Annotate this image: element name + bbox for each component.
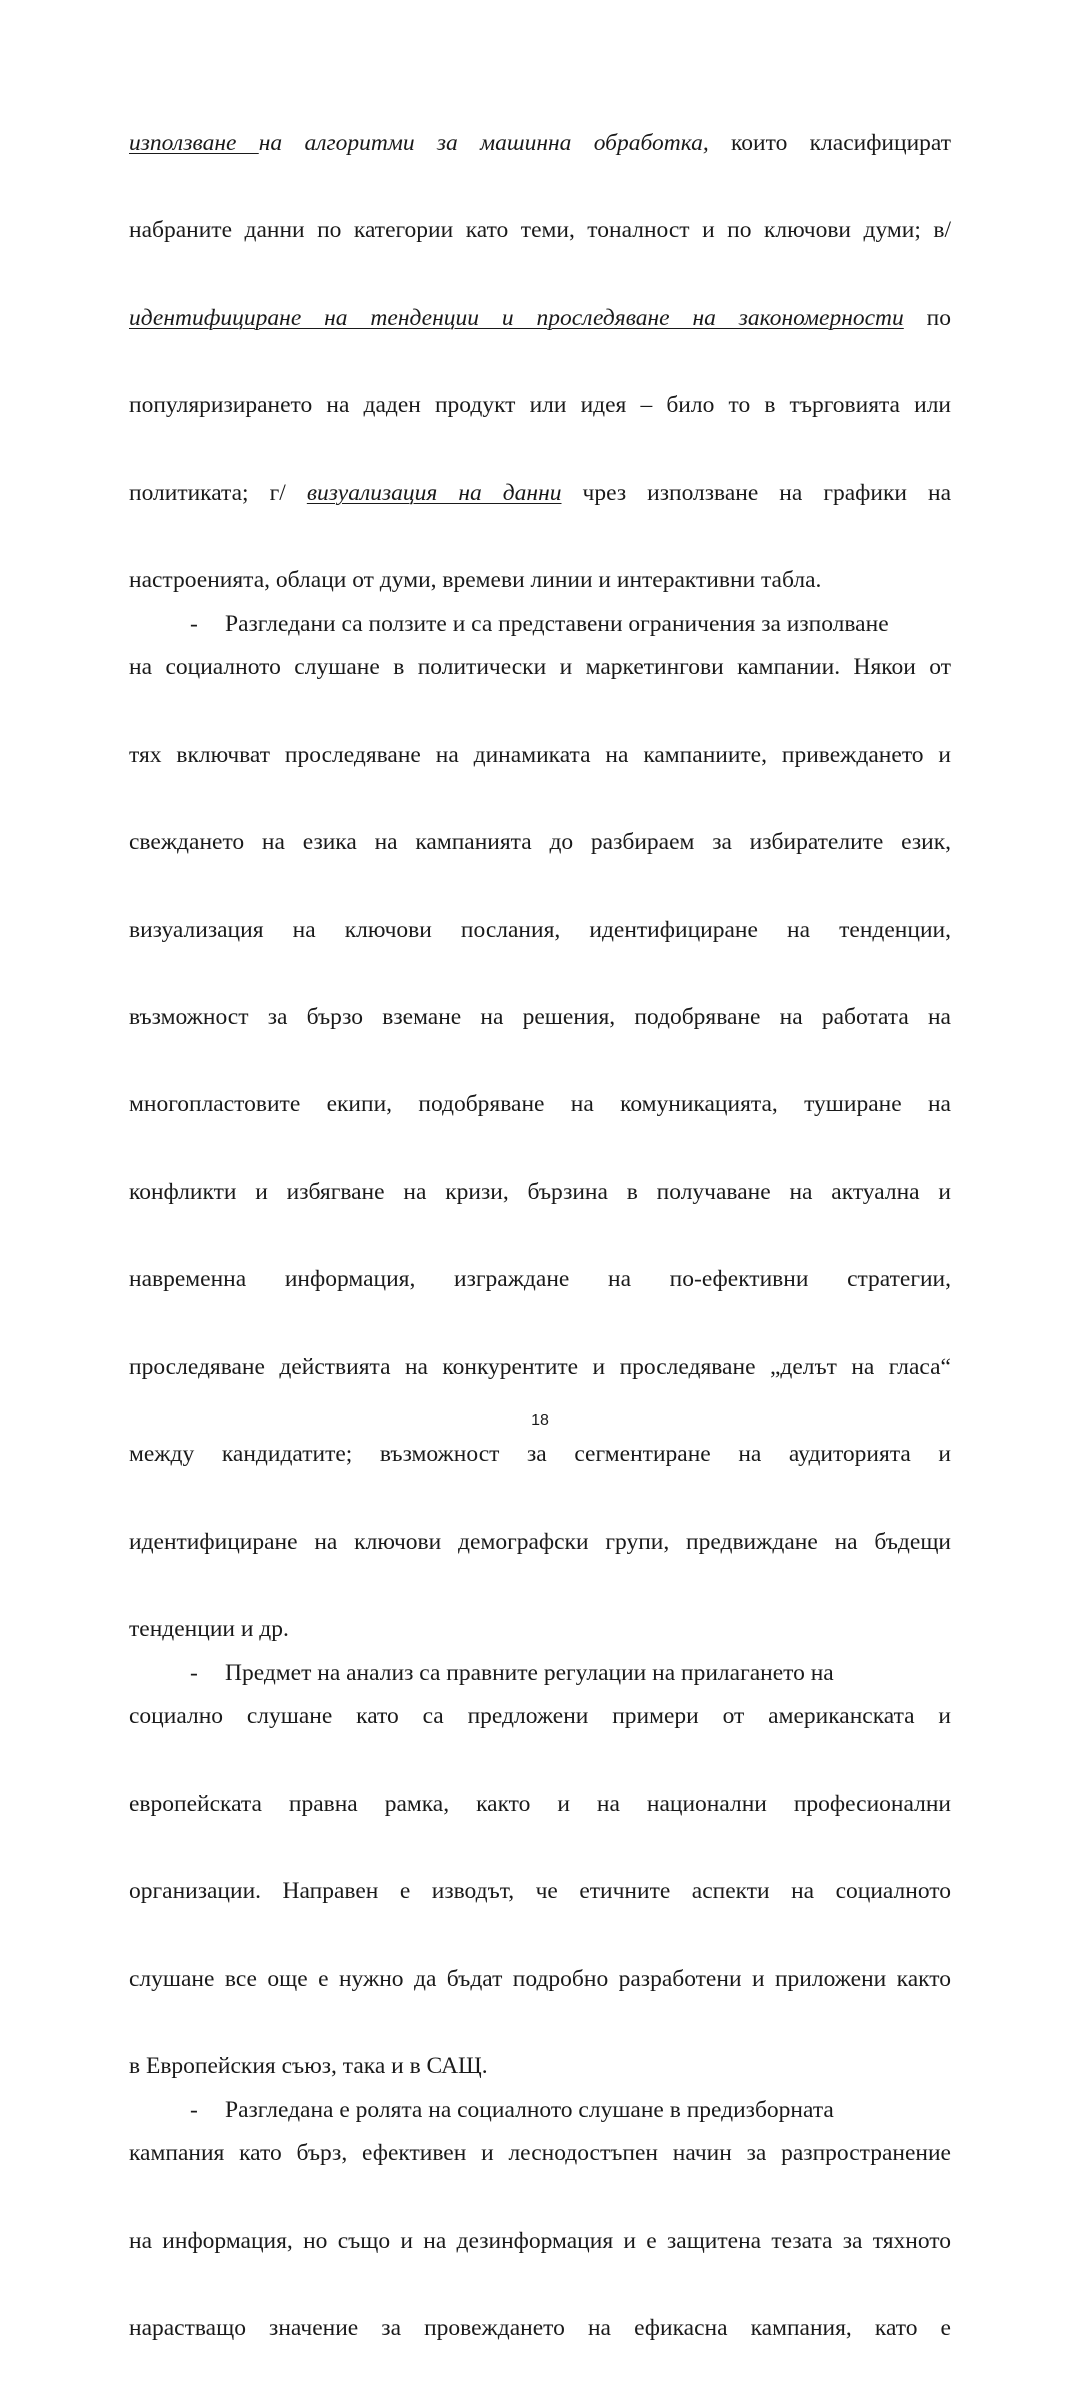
p2-line: конфликти и избягване на кризи, бързина в получаване на актуална и	[129, 1178, 951, 1205]
p3-line: слушане все още е нужно да бъдат подробно разработени и приложени както	[129, 1965, 951, 1992]
dash-marker: -	[190, 2096, 198, 2123]
p2-line: проследяване действията на конкурентите и проследяване „делът на гласа“	[129, 1353, 951, 1380]
bullet-first-line: - Предмет на анализ са правните регулации на прилагането на	[129, 1652, 951, 1696]
p2-line: визуализация на ключови послания, идентифициране на тенденции,	[129, 916, 951, 943]
p4-line: нарастващо значение за провеждането на ефикасна кампания, като е	[129, 2315, 951, 2342]
italic-underlined-term: идентифициране на тенденции и проследяване на закономерности	[129, 304, 904, 331]
italic-term: на алгоритми за машинна обработка,	[258, 130, 709, 156]
p2-line: навременна информация, изграждане на по-ефективни стратегии,	[129, 1266, 951, 1293]
p3-line: европейската правна рамка, както и на национални професионални	[129, 1790, 951, 1817]
p1-line: настроенията, облаци от думи, времеви линии и интерактивни табла.	[129, 567, 822, 594]
italic-underlined-term: използване	[129, 130, 259, 156]
p2-line: възможност за бързо вземане на решения, подобряване на работата на	[129, 1004, 951, 1031]
p2-line: тенденции и др.	[129, 1615, 289, 1642]
body-text	[129, 122, 951, 2395]
p2-line: свеждането на езика на кампанията до разбираем за избирателите език,	[129, 829, 951, 856]
p1-line: популяризирането на даден продукт или идея – било то в търговията или	[129, 392, 951, 419]
p1-line: набраните данни по категории като теми, тоналност и по ключови думи; в/	[129, 217, 951, 244]
p1-line: идентифициране на тенденции и проследяване на закономерности по	[129, 304, 951, 331]
page-number: 18	[531, 1412, 549, 1429]
dash-marker: -	[190, 610, 198, 637]
p2-line: между кандидатите; възможност за сегментиране на аудиторията и	[129, 1441, 951, 1468]
p2-line: идентифициране на ключови демографски групи, предвиждане на бъдещи	[129, 1528, 951, 1555]
p2-line: тях включват проследяване на динамиката на кампаниите, привеждането и	[129, 741, 951, 768]
bullet-first-line: - Разгледана е ролята на социалното слушане в предизборната	[129, 2089, 951, 2133]
p3-line: в Европейския съюз, така и в САЩ.	[129, 2052, 488, 2079]
p3-line: организации. Направен е изводът, че етичните аспекти на социалното	[129, 1878, 951, 1905]
italic-underlined-term: визуализация на данни	[306, 479, 562, 506]
p4-line: на информация, но също и на дезинформация и е защитена тезата за тяхното	[129, 2227, 951, 2254]
p3-line: социално слушане като са предложени примери от американската и	[129, 1703, 951, 1730]
p2-line: на социалното слушане в политически и маркетингови кампании. Някои от	[129, 654, 951, 681]
p2-line: многопластовите екипи, подобряване на комуникацията, туширане на	[129, 1091, 951, 1118]
p4-line: кампания като бърз, ефективен и леснодостъпен начин за разпространение	[129, 2140, 951, 2167]
p1-line: използване на алгоритми за машинна обработка, които класифицират	[129, 130, 952, 156]
p1-line: политиката; г/ визуализация на данни чрез използване на графики на	[129, 479, 952, 506]
dash-marker: -	[190, 1659, 198, 1686]
bullet-first-line: - Разгледани са ползите и са представени ограничения за изполване	[129, 603, 951, 647]
